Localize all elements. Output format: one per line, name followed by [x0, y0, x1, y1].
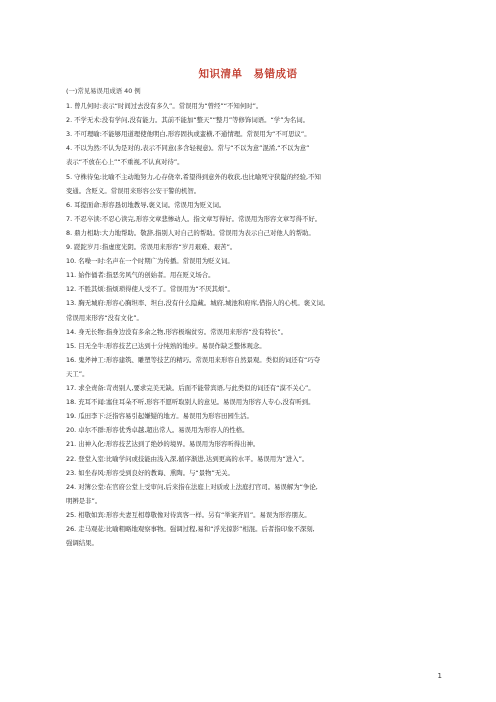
list-line: 5. 守株待兔:比喻不主动地努力,心存侥幸,希望得到意外的收获,也比喻死守狭隘的经验,不知 [66, 173, 321, 181]
list-line: 常误用来形容“没有文化”。 [66, 314, 143, 322]
list-line: 22. 登堂入室:比喻学问或技能由浅入深,循序渐进,达到更高的水平。易误用为“进入”。 [66, 455, 309, 463]
list-line: 12. 不胜其烦:指烦琐得使人受不了。常误用为“不厌其烦”。 [66, 285, 234, 293]
list-line: 13. 胸无城府:形容心胸坦率、坦白,没有什么隐藏。城府,城池和府库,借指人的心机。褒义词。 [66, 299, 330, 307]
list-line: 17. 求全责备:苛责别人,要求完美无缺。后面不能带宾语,与此类似的词还有“漠不关心”。 [66, 384, 315, 392]
list-line: 11. 始作俑者:指恶劣风气的创始者。用在贬义场合。 [66, 271, 215, 279]
list-line: 6. 耳提面命:形容恳切地教导,褒义词。常误用为贬义词。 [66, 201, 226, 209]
list-line: 明辨是非”。 [66, 497, 102, 505]
list-line: 8. 鼎力相助:大力地帮助。敬辞,指别人对自己的帮助。常误用为表示自己对他人的帮助。 [66, 229, 315, 237]
list-line: 26. 走马观花:比喻粗略地观察事物。强调过程,易和“浮光掠影”相混。后者指印象不深刻, [66, 525, 315, 533]
list-line: 23. 如坐春风:形容受到良好的教诲、熏陶。与“景物”无关。 [66, 469, 234, 477]
list-line: 变通。含贬义。常误用来形容公安干警的机智。 [66, 187, 201, 195]
list-line: 16. 鬼斧神工:形容建筑、雕塑等技艺的精巧。常误用来形容自然景观。类似的词还有“巧夺 [66, 356, 321, 364]
document-title: 知识清单 易错成语 [198, 68, 298, 80]
list-line: 强调结果。 [66, 539, 98, 547]
list-line: 19. 瓜田李下:泛指容易引起嫌疑的地方。易误用为形容田园生活。 [66, 412, 253, 420]
list-line: 1. 曾几何时:表示“时间过去没有多久”。常误用为“曾经”“不知何时”。 [66, 102, 263, 110]
list-line: 2. 不学无术:没有学问,没有能力。其前不能加“整天”“整月”等修饰词语。“学”为名词。 [66, 116, 310, 124]
list-line: 3. 不可理喻:不能够用道理使他明白,形容固执或蛮横,不通情理。常误用为“不可思议”。 [66, 130, 311, 138]
list-line: 9. 蹉跎岁月:指虚度光阴。常误用来形容“岁月艰难、艰苦”。 [66, 243, 237, 251]
list-line: 21. 出神入化:形容技艺达到了绝妙的境界。易误用为形容听得出神。 [66, 440, 260, 448]
page-number: 1 [437, 672, 442, 680]
list-line: 25. 相敬如宾:形容夫妻互相尊敬像对待宾客一样。另有“举案齐眉”。易误为形容朋友。 [66, 511, 311, 519]
list-line: 20. 卓尔不群:形容优秀卓越,超出常人。易误用为形容人的性格。 [66, 426, 249, 434]
list-line: 14. 身无长物:指身边没有多余之物,形容极端贫穷。常误用来形容“没有特长”。 [66, 328, 288, 336]
list-line: 4. 不以为然:不认为是对的,表示不同意(多含轻视意)。常与“不以为意”混淆,“不以为意” [66, 144, 310, 152]
list-line: 10. 名噪一时:名声在一个时期广为传播。常误用为贬义词。 [66, 257, 234, 265]
list-line: 18. 充耳不闻:塞住耳朵不听,形容不愿听取别人的意见。易误用为形容人专心,没有听到。 [66, 398, 315, 406]
list-line: 24. 对簿公堂:在官府公堂上受审问,后来指在法庭上对质或上法庭打官司。易误解为“争论, [66, 483, 318, 491]
list-line: 天工”。 [66, 370, 89, 378]
list-line: 表示“不放在心上”“不重视,不认真对待”。 [66, 158, 184, 166]
list-line: 7. 不忍卒读:不忍心读完,形容文章悲惨动人。指文章写得好。常误用为形容文章写得不好。 [66, 215, 322, 223]
list-line: 15. 目无全牛:形容技艺已达到十分纯熟的地步。易误作缺乏整体观念。 [66, 342, 266, 350]
section-heading: (一)常见易误用成语 40 例 [66, 87, 141, 95]
